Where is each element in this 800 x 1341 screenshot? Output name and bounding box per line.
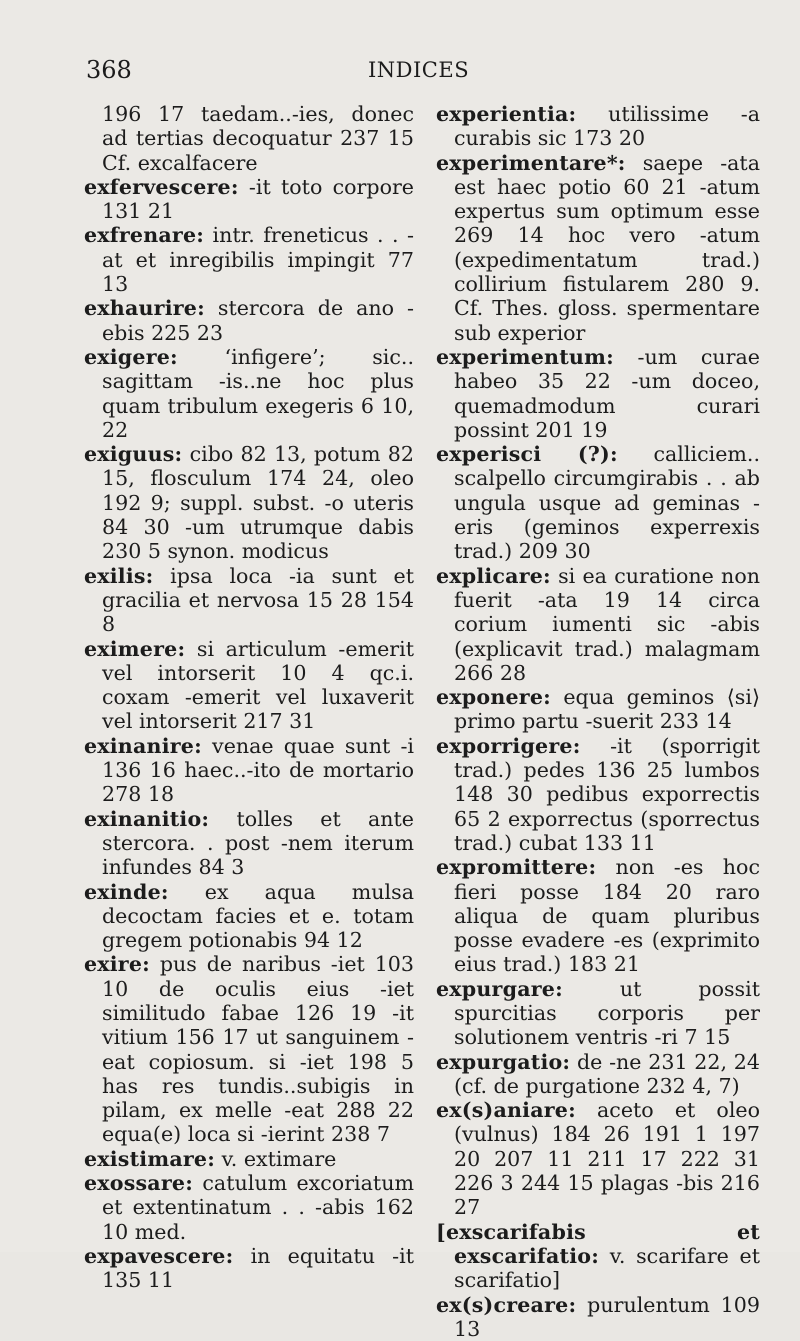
entry-text: si ea curatione non fuerit -ata 19 14 circa corium iumenti sic -abis (explicavit trad.) malagmam 266 28 <box>454 563 760 685</box>
headword: exfrenare: <box>84 223 205 248</box>
index-entry <box>84 442 414 563</box>
index-entry <box>436 977 760 1050</box>
headword: exinanitio: <box>84 806 210 831</box>
index-entry <box>84 223 414 296</box>
index-entry <box>84 1171 414 1244</box>
index-entry <box>84 564 414 637</box>
entry-text: utilissime -a curabis sic 173 20 <box>454 102 760 151</box>
index-entry <box>436 1220 760 1293</box>
entry-text: -it toto corpore 131 21 <box>102 174 414 224</box>
page-number: 368 <box>86 56 132 84</box>
entry-text: catulum excoriatum et extentinatum . . -abis 162 10 med. <box>102 1171 414 1244</box>
entry-text: ex aqua mulsa decoctam facies et e. totam gregem potionabis 94 12 <box>102 879 414 953</box>
entry-text: aceto et oleo (vulnus) 184 26 191 1 197 20 207 11 211 17 222 31 226 3 244 15 plagas -bis 216 27 <box>454 1098 760 1220</box>
entry-text: ‘infigere’; sic.. sagittam -is..ne hoc plus quam tribulum exegeris 6 10, 22 <box>102 344 414 442</box>
entry-text: si articulum -emerit vel intorserit 10 4 qc.i. coxam -emerit vel luxaverit vel intorserit 217 31 <box>102 636 414 734</box>
entry-text: intr. freneticus . . -at et inregibilis impingit 77 13 <box>102 223 414 297</box>
headword: explicare: <box>436 563 551 588</box>
entry-text: stercora de ano -ebis 225 23 <box>102 296 414 345</box>
index-entry <box>436 102 760 151</box>
index-entry <box>436 734 760 855</box>
headword: exiguus: <box>84 442 183 467</box>
running-head: INDICES <box>368 58 470 82</box>
headword: exire: <box>84 952 150 977</box>
entry-text: tolles et ante stercora. . post -nem iterum infundes 84 3 <box>102 806 414 880</box>
headword: eximere: <box>84 636 186 661</box>
headword: exinanire: <box>84 733 202 758</box>
index-entry <box>84 734 414 807</box>
entry-text: equa geminos ⟨si⟩ primo partu -suerit 233 14 <box>454 685 760 734</box>
headword: exfervescere: <box>84 174 239 199</box>
index-entry <box>436 1293 760 1341</box>
left-column <box>84 102 414 1293</box>
headword: exigere: <box>84 344 178 369</box>
right-column <box>436 102 760 1341</box>
entry-text: -um curae habeo 35 22 -um doceo, quemadmodum curari possint 201 19 <box>454 344 760 442</box>
entry-text: v. extimare <box>215 1146 337 1171</box>
index-entry <box>436 564 760 685</box>
headword: ex(s)aniare: <box>436 1098 576 1123</box>
headword: expavescere: <box>84 1243 234 1268</box>
headword: experimentare*: <box>436 150 626 175</box>
headword: existimare: <box>84 1146 216 1171</box>
index-entry <box>84 807 414 880</box>
entry-text: pus de naribus -iet 103 10 de oculis eius -iet similitudo fabae 126 19 -it vitium 156 17 ut sanguinem -eat copiosum. si -iet 198 5 has res tundis..subigis in pilam, ex melle -eat 288 22 equa(e) loca si -ierint 238 7 <box>102 952 414 1147</box>
entry-text: venae quae sunt -i 136 16 haec..-ito de mortario 278 18 <box>102 733 414 807</box>
entry-text: v. scarifare et scarifatio] <box>454 1243 760 1293</box>
index-entry <box>436 151 760 345</box>
index-entry <box>84 345 414 442</box>
left-entries <box>84 175 414 1293</box>
continued-entry: 196 17 taedam..-ies, donec ad tertias decoquatur 237 15 Cf. excalfacere <box>102 102 414 175</box>
headword: experientia: <box>436 102 577 126</box>
headword: expurgare: <box>436 976 563 1001</box>
page-header <box>86 56 740 90</box>
index-entry <box>84 637 414 734</box>
entry-text: ipsa loca -ia sunt et gracilia et nervosa 15 28 154 8 <box>102 563 414 637</box>
headword: expromittere: <box>436 855 597 880</box>
index-entry <box>84 1244 414 1293</box>
entry-text: saepe -ata est haec potio 60 21 -atum expertus sum optimum esse 269 14 hoc vero -atum (expedimentatum trad.) collirium fistularem 280 9. Cf. Thes. gloss. spermentare sub experior <box>454 150 760 345</box>
index-entry <box>84 952 414 1146</box>
headword: exporrigere: <box>436 733 581 758</box>
index-entry <box>436 345 760 442</box>
headword: [exscarifabis et exscarifatio: <box>436 1219 760 1268</box>
index-entry <box>436 855 760 976</box>
headword: experisci (?): <box>436 442 618 467</box>
index-entry <box>436 1098 760 1219</box>
index-entry <box>436 1050 760 1099</box>
entry-text: non -es hoc fieri posse 184 20 raro aliqua de quam pluribus posse evadere -es (exprimito eius trad.) 183 21 <box>454 855 760 977</box>
index-entry <box>84 880 414 953</box>
headword: experimentum: <box>436 344 614 369</box>
headword: exhaurire: <box>84 296 205 321</box>
headword: exinde: <box>84 879 169 904</box>
entry-text: -it (sporrigit trad.) pedes 136 25 lumbos 148 30 pedibus exporrectis 65 2 exporrectus (sporrectus trad.) cubat 133 11 <box>454 733 760 855</box>
entry-text: calliciem.. scalpello circumgirabis . . ab ungula usque ad geminas -eris (geminos experrexis trad.) 209 30 <box>454 442 760 564</box>
entry-text: cibo 82 13, potum 82 15, flosculum 174 24, oleo 192 9; suppl. subst. -o uteris 84 30 -um utrumque dabis 230 5 synon. modicus <box>102 442 414 564</box>
headword: exponere: <box>436 685 551 710</box>
right-entries <box>436 102 760 1341</box>
index-entry <box>436 685 760 734</box>
index-entry <box>84 175 414 224</box>
entry-text: de -ne 231 22, 24 (cf. de purgatione 232 4, 7) <box>454 1049 760 1098</box>
headword: ex(s)creare: <box>436 1292 577 1317</box>
index-entry <box>84 296 414 345</box>
headword: expurgatio: <box>436 1049 571 1074</box>
entry-text: purulentum 109 13 <box>454 1292 760 1341</box>
entry-text: ut possit spurcitias corporis per solutionem ventris -ri 7 15 <box>454 976 760 1050</box>
index-entry <box>436 442 760 563</box>
headword: exilis: <box>84 563 154 588</box>
index-entry <box>84 1147 414 1171</box>
entry-text: in equitatu -it 135 11 <box>102 1243 414 1293</box>
headword: exossare: <box>84 1171 194 1196</box>
